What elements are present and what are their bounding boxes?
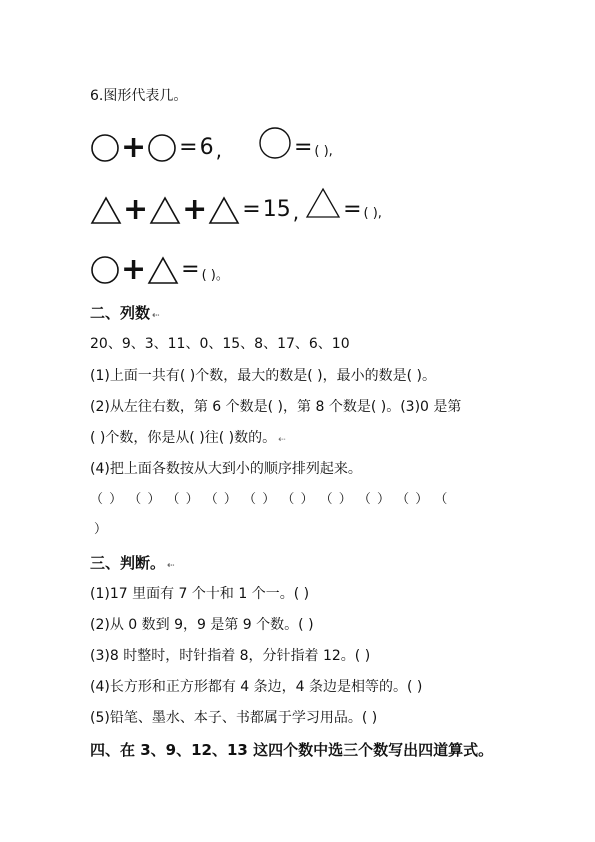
separator: , <box>292 200 300 224</box>
section-4-heading: 四、在 3、9、12、13 这四个数中选三个数写出四道算式。 <box>90 741 494 759</box>
equals-sign: = <box>179 135 198 160</box>
judgment-item-3: (3)8 时整时，时针指着 8，分针指着 12。( ) <box>90 648 371 664</box>
judgment-item-4: (4)长方形和正方形都有 4 条边，4 条边是相等的。( ) <box>90 679 423 695</box>
plus-sign: + <box>182 192 208 227</box>
circle-shape-icon <box>258 126 292 160</box>
triangle-shape-icon <box>147 255 179 285</box>
plus-sign: + <box>121 252 147 287</box>
judgment-item-1: (1)17 里面有 7 个十和 1 个一。( ) <box>90 586 310 602</box>
edit-mark-icon: ⇠ <box>167 561 175 571</box>
equals-sign: = <box>181 257 200 282</box>
section-3-title: 三、判断。 <box>90 554 166 572</box>
circle-shape-icon <box>90 255 120 285</box>
result-value: 15 <box>262 197 291 222</box>
shape-equation-row-3 <box>90 250 229 290</box>
section-3-heading <box>90 553 175 576</box>
edit-mark-icon: ⇠ <box>278 435 286 445</box>
separator: , <box>377 205 382 221</box>
shape-equation-row-2 <box>90 190 382 230</box>
result-value: 6 <box>199 135 214 160</box>
shape-equation-row-1 <box>90 128 333 168</box>
equals-sign: = <box>343 197 362 222</box>
question-2-2: (2)从左往右数，第 6 个数是( )，第 8 个数是( )。(3)0 是第 <box>90 399 462 415</box>
equals-sign: = <box>242 197 261 222</box>
plus-sign: + <box>121 130 147 165</box>
q6-title: 6.图形代表几。 <box>90 88 188 104</box>
plus-sign: + <box>123 192 149 227</box>
answer-blanks-row[interactable]: （ ） （ ） （ ） （ ） （ ） （ ） （ ） （ ） （ ） （ <box>90 492 448 507</box>
question-2-4: (4)把上面各数按从大到小的顺序排列起来。 <box>90 461 362 477</box>
question-2-1: (1)上面一共有( )个数，最大的数是( )，最小的数是( )。 <box>90 368 436 384</box>
answer-blank[interactable]: ( )。 <box>201 267 229 283</box>
edit-mark-icon: ⇠ <box>152 311 160 321</box>
triangle-shape-icon <box>208 195 240 225</box>
section-2-title: 二、列数 <box>90 304 151 322</box>
separator: , <box>215 138 222 162</box>
separator: , <box>328 143 333 159</box>
judgment-item-5: (5)铅笔、墨水、本子、书都属于学习用品。( ) <box>90 710 378 726</box>
answer-blank[interactable]: ( ) <box>363 205 378 221</box>
triangle-shape-icon <box>90 195 122 225</box>
triangle-shape-icon <box>149 195 181 225</box>
number-list: 20、9、3、11、0、15、8、17、6、10 <box>90 336 350 352</box>
question-2-3-text: ( )个数，你是从( )往( )数的。 <box>90 430 277 446</box>
section-2-heading <box>90 303 160 326</box>
judgment-item-2: (2)从 0 数到 9，9 是第 9 个数。( ) <box>90 617 314 633</box>
answer-blank[interactable]: ( ) <box>314 143 329 159</box>
circle-shape-icon <box>147 133 177 163</box>
triangle-shape-icon <box>305 187 341 221</box>
question-2-3 <box>90 428 286 450</box>
equals-sign: = <box>293 135 313 160</box>
circle-shape-icon <box>90 133 120 163</box>
answer-blanks-end: ） <box>94 522 108 537</box>
